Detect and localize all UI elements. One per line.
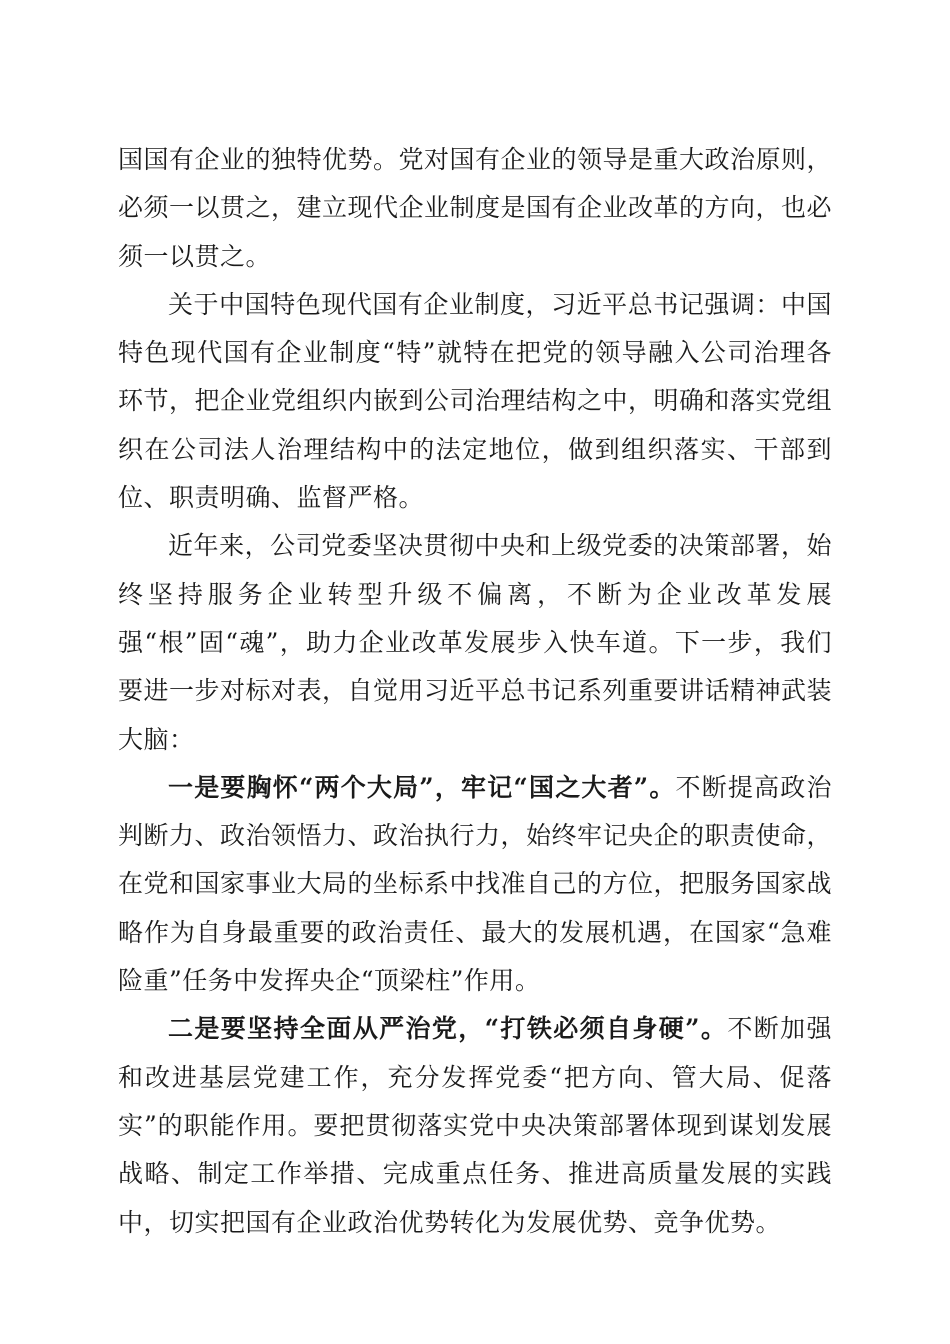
paragraph-5-lead: 二是要坚持全面从严治党，“打铁必须自身硬”。 (168, 1014, 728, 1044)
paragraph-2 (118, 281, 832, 522)
paragraph-2-text: 关于中国特色现代国有企业制度，习近平总书记强调：中国特色现代国有企业制度“特”就特在把党的领导融入公司治理各环节，把企业党组织内嵌到公司治理结构之中，明确和落实党组织在公司法人治理结构中的法定地位，做到组织落实、干部到位、职责明确、监督严格。 (118, 289, 833, 513)
paragraph-1-text: 国国有企业的独特优势。党对国有企业的领导是重大政治原则，必须一以贯之，建立现代企业制度是国有企业改革的方向，也必须一以贯之。 (118, 145, 833, 271)
paragraph-4 (118, 764, 832, 1005)
paragraph-4-lead: 一是要胸怀“两个大局”，牢记“国之大者”。 (168, 772, 676, 802)
paragraph-5 (118, 1005, 832, 1246)
paragraph-3 (118, 522, 832, 763)
paragraph-1 (118, 136, 832, 281)
paragraph-3-text: 近年来，公司党委坚决贯彻中央和上级党委的决策部署，始终坚持服务企业转型升级不偏离，不断为企业改革发展强“根”固“魂”，助力企业改革发展步入快车道。下一步，我们要进一步对标对表，自觉用习近平总书记系列重要讲话精神武装大脑： (118, 531, 833, 754)
document-body (118, 136, 832, 1247)
paragraph-5-text: 不断加强和改进基层党建工作，充分发挥党委“把方向、管大局、促落实”的职能作用。要把贯彻落实党中央决策部署体现到谋划发展战略、制定工作举措、完成重点任务、推进高质量发展的实践中，切实把国有企业政治优势转化为发展优势、竞争优势。 (118, 1014, 832, 1237)
paragraph-4-text: 不断提高政治判断力、政治领悟力、政治执行力，始终牢记央企的职责使命，在党和国家事业大局的坐标系中找准自己的方位，把服务国家战略作为自身最重要的政治责任、最大的发展机遇，在国家“急难险重”任务中发挥央企“顶梁柱”作用。 (118, 772, 833, 996)
